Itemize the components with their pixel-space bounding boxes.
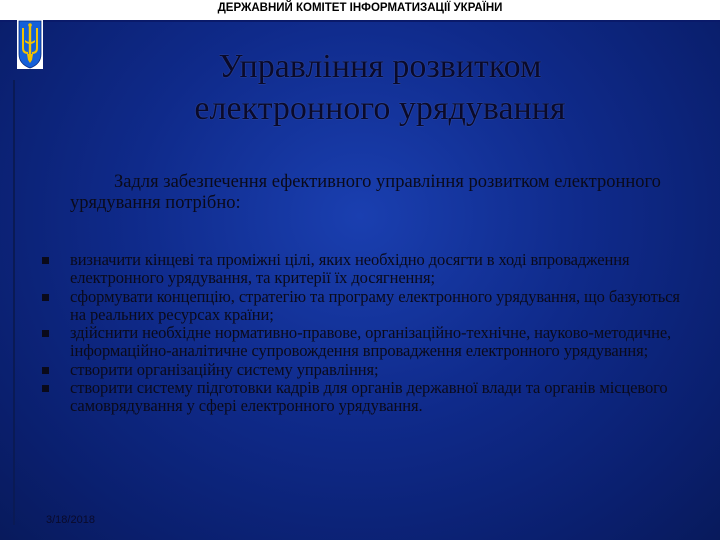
list-item <box>42 324 692 361</box>
square-bullet-icon <box>42 385 49 392</box>
title-line-2: електронного урядування <box>194 90 566 127</box>
list-item <box>42 361 692 379</box>
list-item-text: здійснити необхідне нормативно-правове, організаційно-технічне, науково-методичне, інформаційно-аналітичне супровождення впровадження електронного урядування; <box>70 323 672 361</box>
list-item-text: сформувати концепцію, стратегію та програму електронного урядування, що базуються на реальних ресурсах країни; <box>70 286 680 324</box>
intro-text: Задля забезпечення ефективного управління розвитком електронного урядування потрібно: <box>70 172 661 213</box>
list-item-text: створити систему підготовки кадрів для органів державної влади та органів місцевого самоврядування у сфері електронного урядування. <box>70 378 668 416</box>
left-divider-line <box>13 80 15 525</box>
square-bullet-icon <box>42 330 49 337</box>
square-bullet-icon <box>42 294 49 301</box>
list-item <box>42 251 692 288</box>
bullet-list <box>42 251 692 416</box>
list-item-text: визначити кінцеві та проміжні цілі, яких необхідно досягти в ході впровадження електронного урядування, та критерії їх досягнення; <box>70 250 630 288</box>
list-item <box>42 379 692 416</box>
trident-coat-of-arms-icon <box>16 18 44 70</box>
square-bullet-icon <box>42 257 49 264</box>
slide-title <box>60 46 700 130</box>
slide-date: 3/18/2018 <box>46 514 95 526</box>
intro-paragraph <box>70 172 690 214</box>
list-item <box>42 288 692 325</box>
organization-header: ДЕРЖАВНИЙ КОМІТЕТ ІНФОРМАТИЗАЦІЇ УКРАЇНИ <box>217 2 503 14</box>
list-item-text: створити організаційну систему управління; <box>70 359 379 379</box>
square-bullet-icon <box>42 367 49 374</box>
title-line-1: Управління розвитком <box>218 48 542 85</box>
